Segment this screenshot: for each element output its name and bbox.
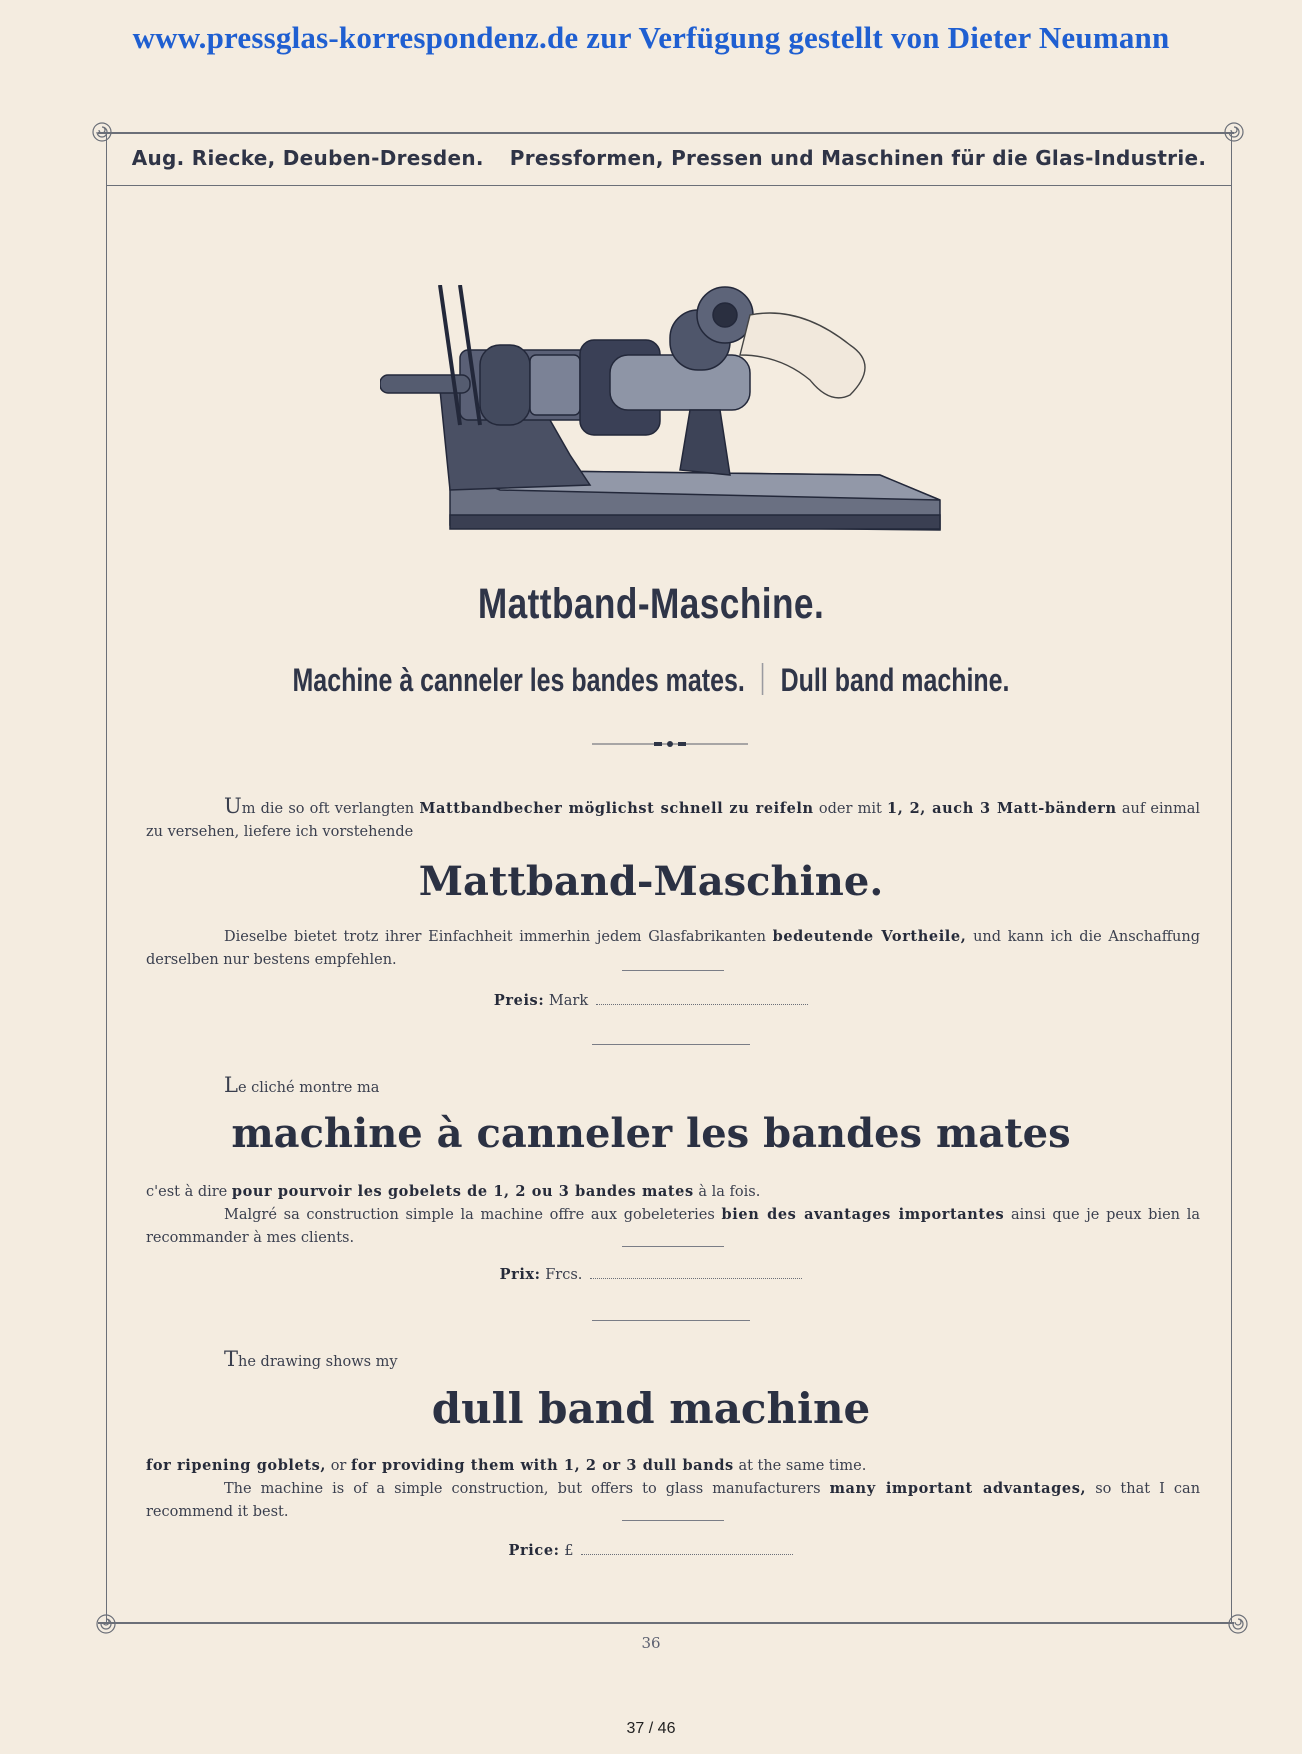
- text-run: auf einmal zu versehen, liefere ich vorstehende: [146, 801, 1200, 840]
- bold-run: for providing them with 1, 2 or 3 dull bands: [350, 1457, 734, 1474]
- english-paragraph-2: [146, 1454, 1200, 1478]
- subtitle-en: Dull band machine.: [780, 662, 1010, 698]
- text-run: m die so oft verlangten: [241, 801, 415, 817]
- price-blank: [581, 1544, 793, 1555]
- text-run: oder mit: [818, 801, 882, 817]
- bold-run: Mattbandbecher möglichst schnell zu reifeln: [419, 800, 814, 817]
- bold-run: bien des avantages importantes: [721, 1206, 1005, 1223]
- bold-run: for ripening goblets,: [146, 1457, 327, 1474]
- dull-band-machine-illustration: [380, 285, 1020, 555]
- header-divider: [106, 185, 1232, 186]
- price-line-de: [0, 992, 1302, 1009]
- text-run: so that I can recommend it best.: [146, 1481, 1201, 1520]
- bold-run: many important advantages,: [829, 1480, 1087, 1497]
- bold-run: pour pourvoir les gobelets de 1, 2 ou 3 bandes mates: [231, 1183, 694, 1200]
- page-title: Mattband-Maschine.: [477, 580, 825, 628]
- price-label: Price:: [508, 1542, 560, 1559]
- ornament-divider-icon: [592, 738, 748, 750]
- english-paragraph-1: [146, 1348, 1200, 1374]
- short-rule: [622, 1246, 724, 1247]
- text-run: at the same time.: [738, 1458, 867, 1474]
- section-rule: [592, 1320, 750, 1321]
- price-label: Prix:: [499, 1266, 541, 1283]
- text-run: or: [330, 1458, 347, 1474]
- text-run: ainsi que je peux bien la recommander à mes clients.: [146, 1207, 1200, 1246]
- frame-rule-bottom: [98, 1622, 1234, 1624]
- pdf-page-counter: 37 / 46: [626, 1720, 676, 1737]
- text-run: he drawing shows my: [238, 1354, 398, 1370]
- german-heading: Mattband-Maschine.: [418, 858, 884, 905]
- short-rule: [622, 970, 724, 971]
- price-blank: [596, 994, 808, 1005]
- english-paragraph-3: [146, 1477, 1200, 1524]
- english-heading: dull band machine: [431, 1384, 871, 1433]
- subtitle: [143, 662, 1159, 699]
- drop-cap: T: [224, 1347, 239, 1371]
- page-number: 36: [641, 1634, 661, 1652]
- text-run: c'est à dire: [146, 1184, 228, 1200]
- price-unit: Frcs.: [545, 1267, 583, 1283]
- catalog-header: [106, 146, 1232, 170]
- corner-ornament-icon: [1222, 120, 1246, 144]
- section-rule: [592, 1044, 750, 1045]
- german-paragraph-2: [146, 925, 1200, 972]
- price-unit: £: [564, 1543, 574, 1559]
- price-line-fr: [0, 1266, 1302, 1283]
- subtitle-fr: Machine à canneler les bandes mates.: [292, 662, 745, 698]
- company-tagline: Pressformen, Pressen und Maschinen für die Glas-Industrie.: [509, 146, 1207, 170]
- corner-ornament-icon: [94, 1612, 118, 1636]
- subtitle-divider: [762, 663, 764, 695]
- bold-run: 1, 2, auch 3 Matt-bändern: [887, 800, 1117, 817]
- bold-run: bedeutende Vortheile,: [772, 928, 967, 945]
- site-banner: www.pressglas-korrespondenz.de zur Verfügung gestellt von Dieter Neumann: [132, 20, 1170, 55]
- price-blank: [590, 1268, 802, 1279]
- price-line-en: [0, 1542, 1302, 1559]
- text-run: à la fois.: [698, 1184, 761, 1200]
- french-heading: machine à canneler les bandes mates: [231, 1110, 1071, 1157]
- short-rule: [622, 1520, 724, 1521]
- french-paragraph-1: [146, 1074, 1200, 1100]
- company-name: Aug. Riecke, Deuben-Dresden.: [131, 146, 484, 170]
- corner-ornament-icon: [90, 120, 114, 144]
- price-unit: Mark: [548, 993, 589, 1009]
- text-run: The machine is of a simple construction, but offers to glass manufacturers: [224, 1481, 821, 1497]
- text-run: Dieselbe bietet trotz ihrer Einfachheit immerhin jedem Glasfabrikanten: [224, 929, 766, 945]
- text-run: Malgré sa construction simple la machine offre aux gobeleteries: [224, 1207, 715, 1223]
- german-paragraph-1: [146, 795, 1200, 844]
- text-run: e cliché montre ma: [237, 1080, 380, 1096]
- text-run: und kann ich die Anschaffung derselben nur bestens empfehlen.: [146, 929, 1201, 968]
- corner-ornament-icon: [1226, 1612, 1250, 1636]
- price-label: Preis:: [493, 992, 545, 1009]
- drop-cap: U: [224, 794, 242, 818]
- french-paragraph-3: [146, 1203, 1200, 1250]
- french-paragraph-2: [146, 1180, 1200, 1204]
- drop-cap: L: [224, 1073, 238, 1097]
